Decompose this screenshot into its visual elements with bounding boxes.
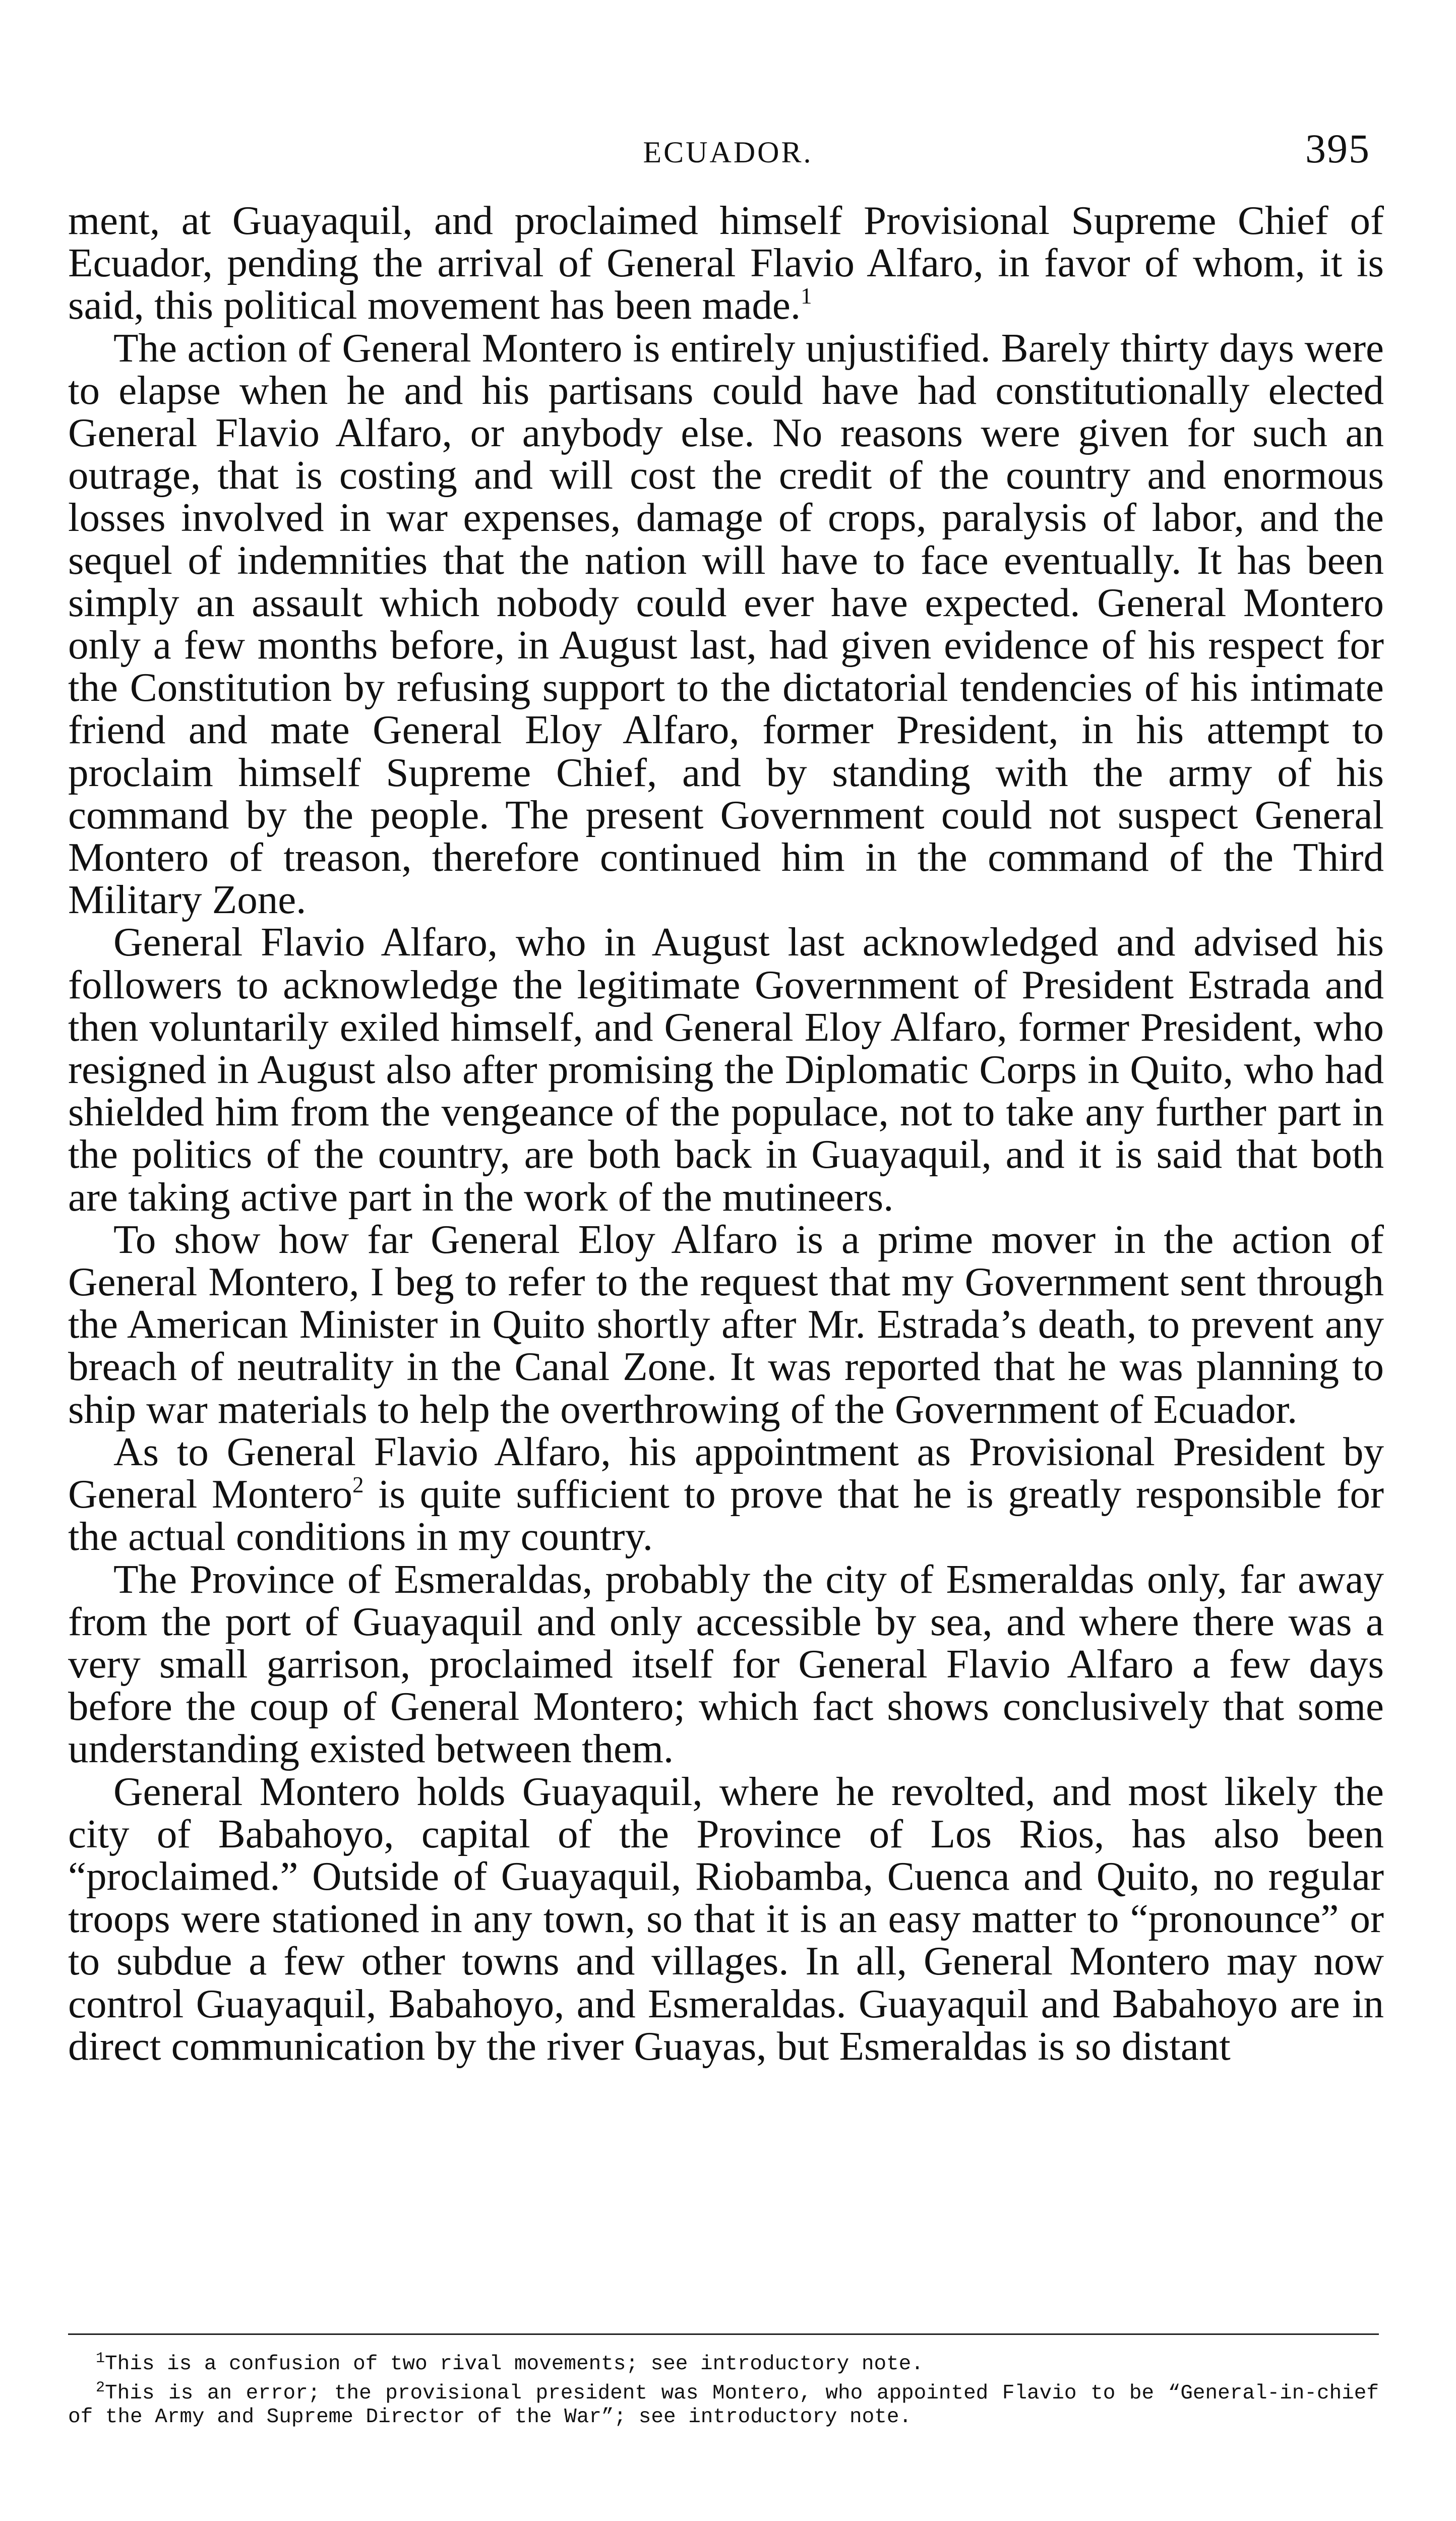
body-text (68, 199, 1384, 2067)
paragraph-1 (68, 199, 1384, 327)
footnote-ref-1: 1 (801, 283, 812, 309)
paragraph-text: The action of General Montero is entirely unjustified. Barely thirty days were to elapse when he and his partisans could have had constitutionally elected General Flavio Alfaro, or anybody else. No reasons were given for such an outrage, that is costing and will cost the credit of the country and enormous losses involved in war expenses, damage of crops, paralysis of labor, and the sequel of indemnities that the nation will have to face eventually. It has been simply an assault which nobody could ever have expected. General Montero only a few months before, in August last, had given evidence of his respect for the Constitution by refusing support to the dictatorial tendencies of his intimate friend and mate General Eloy Alfaro, former President, in his attempt to proclaim himself Supreme Chief, and by standing with the army of his command by the people. The present Government could not suspect General Montero of treason, therefore continued him in the command of the Third Military Zone. (68, 325, 1384, 923)
footnote-text: This is an error; the provisional president was Montero, who appointed Flavio to be “General-in-chief of the Army and Supreme Director of the War”; see introductory note. (68, 2382, 1379, 2429)
footnote-ref-2: 2 (352, 1472, 364, 1498)
running-head (0, 125, 1456, 170)
paragraph-5 (68, 1430, 1384, 1558)
footnote-text: This is a confusion of two rival movements; see introductory note. (105, 2353, 924, 2376)
paragraph-2 (68, 327, 1384, 921)
paragraph-text: As to General Flavio Alfaro, his appointment as Provisional President by General Montero (68, 1428, 1384, 1517)
paragraph-7 (68, 1770, 1384, 2067)
paragraph-text: is quite sufficient to prove that he is greatly responsible for the actual conditions in my country. (68, 1471, 1384, 1559)
paragraph-4 (68, 1218, 1384, 1430)
footnotes (68, 2347, 1379, 2429)
paragraph-text: To show how far General Eloy Alfaro is a prime mover in the action of General Montero, I beg to refer to the request that my Government sent through the American Minister in Quito shortly after Mr. Estrada’s death, to prevent any breach of neutrality in the Canal Zone. It was reported that he was planning to ship war materials to help the overthrowing of the Government of Ecuador. (68, 1216, 1384, 1432)
paragraph-6 (68, 1558, 1384, 1770)
footnote-2 (68, 2376, 1379, 2429)
paragraph-3 (68, 921, 1384, 1218)
paragraph-text: General Flavio Alfaro, who in August last acknowledged and advised his followers to acknowledge the legitimate Government of President Estrada and then voluntarily exiled himself, and General Eloy Alfaro, former President, who resigned in August also after promising the Diplomatic Corps in Quito, who had shielded him from the vengeance of the populace, not to take any further part in the politics of the country, are both back in Guayaquil, and it is said that both are taking active part in the work of the mutineers. (68, 919, 1384, 1220)
footnote-mark: 1 (96, 2350, 105, 2367)
page-number: 395 (1305, 126, 1370, 171)
paragraph-text: General Montero holds Guayaquil, where he revolted, and most likely the city of Babahoyo, capital of the Province of Los Rios, has also been “proclaimed.” Outside of Guayaquil, Riobamba, Cuenca and Quito, no regular troops were stationed in any town, so that it is an easy matter to “pronounce” or to subdue a few other towns and villages. In all, General Montero may now control Guayaquil, Babahoyo, and Esmeraldas. Guayaquil and Babahoyo are in direct communication by the river Guayas, but Esmeraldas is so distant (68, 1768, 1384, 2069)
running-title: ECUADOR. (643, 136, 813, 169)
paragraph-text: ment, at Guayaquil, and proclaimed himself Provisional Supreme Chief of Ecuador, pending the arrival of General Flavio Alfaro, in favor of whom, it is said, this political movement has been made. (68, 198, 1384, 328)
footnote-rule (68, 2333, 1379, 2335)
footnote-mark: 2 (96, 2379, 105, 2396)
paragraph-text: The Province of Esmeraldas, probably the city of Esmeraldas only, far away from the port of Guayaquil and only accessible by sea, and where there was a very small garrison, proclaimed itself for General Flavio Alfaro a few days before the coup of General Montero; which fact shows conclusively that some understanding existed between them. (68, 1556, 1384, 1772)
footnote-1 (68, 2347, 1379, 2376)
